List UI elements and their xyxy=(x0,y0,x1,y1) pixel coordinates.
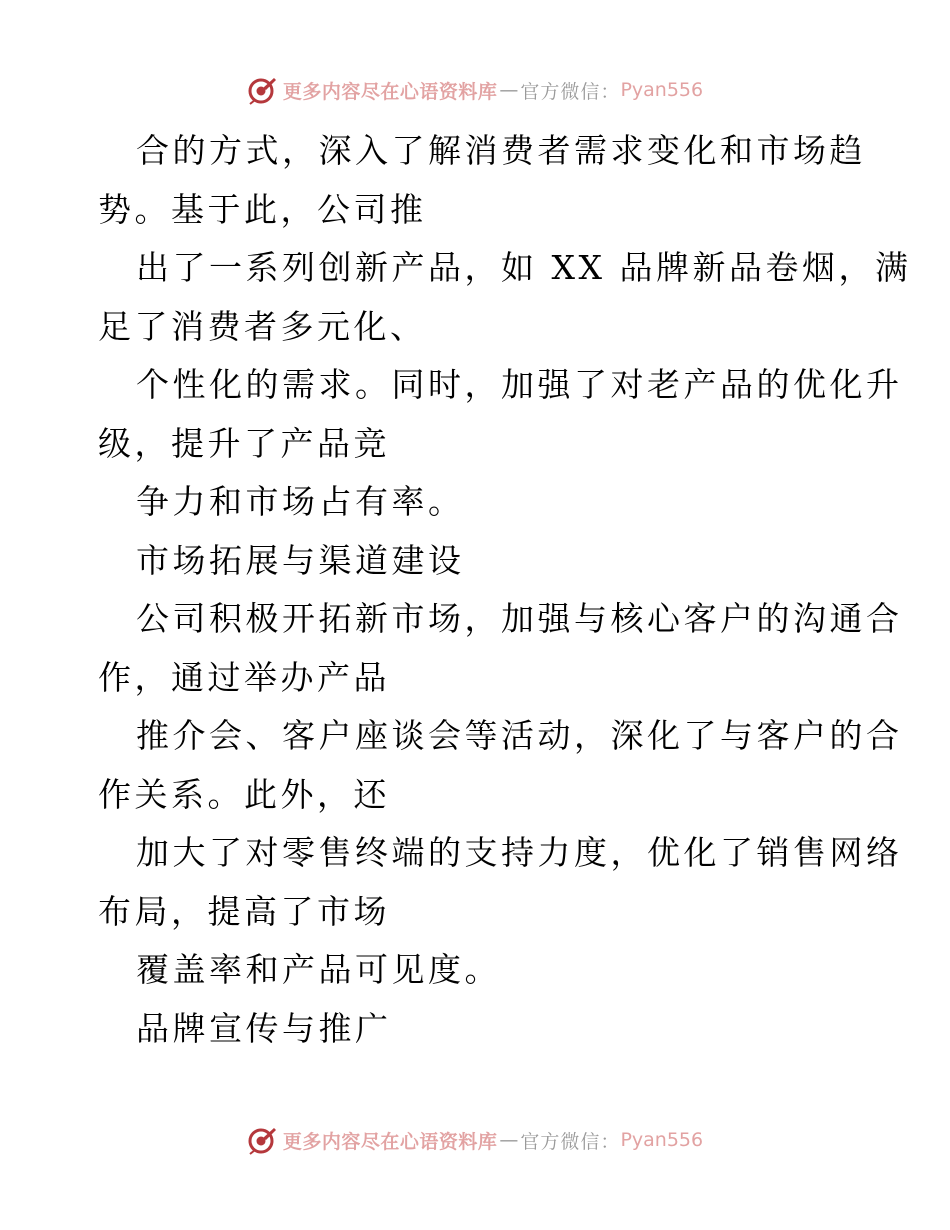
section-heading xyxy=(98,532,858,591)
paragraph xyxy=(98,239,912,356)
paragraph-line: 出了一系列创新产品，如 XX 品牌新品卷烟，满 xyxy=(136,248,912,287)
paragraph xyxy=(98,590,903,707)
document-body xyxy=(98,122,912,1058)
paragraph xyxy=(98,356,903,473)
header-wechat-id: Pyan556 xyxy=(620,79,704,101)
paragraph xyxy=(98,707,903,824)
footer-banner xyxy=(0,1122,950,1158)
paragraph-line: 作，通过举办产品 xyxy=(98,657,390,697)
paragraph-line: 作关系。此外，还 xyxy=(98,774,390,814)
paragraph-line: 势。基于此，公司推 xyxy=(98,189,427,229)
paragraph-line: 布局，提高了市场 xyxy=(98,891,390,931)
header-wechat-label: 官方微信： xyxy=(520,80,621,103)
paragraph-line: 合的方式，深入了解消费者需求变化和市场趋 xyxy=(136,131,866,170)
header-site-text: 更多内容尽在心语资料库 xyxy=(282,80,498,103)
footer-separator: — xyxy=(499,1129,519,1151)
paragraph xyxy=(98,473,858,532)
heading-text: 品牌宣传与推广 xyxy=(136,1008,392,1048)
heading-text: 市场拓展与渠道建设 xyxy=(136,540,465,580)
header-separator: — xyxy=(499,79,519,101)
pen-nib-logo-icon xyxy=(247,75,277,105)
paragraph-line: 足了消费者多元化、 xyxy=(98,306,427,346)
paragraph xyxy=(98,824,903,941)
paragraph-line: 级，提升了产品竞 xyxy=(98,423,390,463)
paragraph-line: 推介会、客户座谈会等活动，深化了与客户的合 xyxy=(136,716,903,755)
section-heading xyxy=(98,1000,858,1059)
paragraph-line: 覆盖率和产品可见度。 xyxy=(136,950,501,989)
paragraph xyxy=(98,941,858,1000)
paragraph-line: 个性化的需求。同时，加强了对老产品的优化升 xyxy=(136,365,903,404)
footer-site-text: 更多内容尽在心语资料库 xyxy=(282,1130,498,1153)
header-banner xyxy=(0,72,950,108)
footer-wechat-id: Pyan556 xyxy=(620,1129,704,1151)
paragraph-line: 公司积极开拓新市场，加强与核心客户的沟通合 xyxy=(136,599,903,638)
pen-nib-logo-icon xyxy=(247,1125,277,1155)
footer-wechat-label: 官方微信： xyxy=(520,1130,621,1153)
paragraph xyxy=(98,122,866,239)
paragraph-line: 加大了对零售终端的支持力度，优化了销售网络 xyxy=(136,833,903,872)
paragraph-line: 争力和市场占有率。 xyxy=(136,482,465,521)
